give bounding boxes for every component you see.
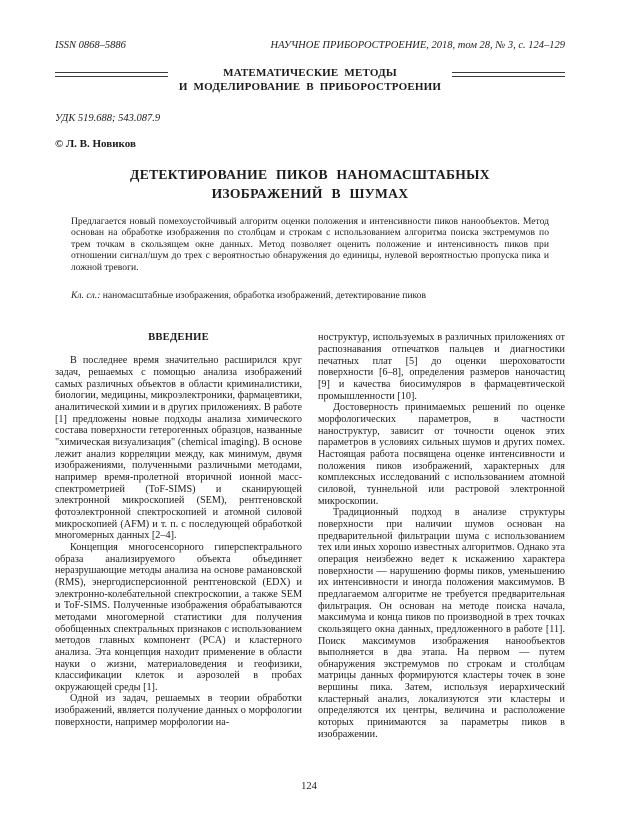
paragraph-continuation: ноструктур, используемых в различных приложениях от распознавания отпечатков пальцев и диагностики печатных плат [5] до оценки шероховатости поверхности [6–8], определения размеров наночастиц [9] и качества биосимуляров в фармацевтической промышленности [10]. — [318, 332, 565, 402]
author-line: © Л. В. Новиков — [55, 138, 136, 150]
introduction-heading: ВВЕДЕНИЕ — [148, 332, 209, 344]
keywords-line — [71, 290, 549, 301]
section-banner-title — [168, 67, 452, 94]
section-banner-line1: МАТЕМАТИЧЕСКИЕ МЕТОДЫ — [223, 67, 397, 79]
paragraph: Одной из задач, решаемых в теории обработки изображений, является получение данных о морфологии поверхности, например морфологии на- — [55, 693, 302, 728]
left-column — [55, 332, 302, 740]
page-number: 124 — [301, 781, 317, 792]
udc-code: УДК 519.688; 543.087.9 — [55, 113, 161, 124]
section-banner — [55, 67, 565, 94]
keywords-label: Кл. сл.: — [71, 290, 101, 302]
issn-label: ISSN 0868–5886 — [55, 40, 126, 51]
journal-reference: НАУЧНОЕ ПРИБОРОСТРОЕНИЕ, 2018, том 28, № 3, с. 124–129 — [270, 40, 565, 51]
paragraph: Традиционный подход в анализе структуры поверхности при наличии шумов основан на предварительной фильтрации шума с использованием тех или иных хорошо известных алгоритмов. Однако эта операция неизбежно ведет к искажению характера поверхности — нарушению формы пиков, уменьшению их интенсивности и иногда положения максимумов. В предлагаемом алгоритме не требуется предварительная фильтрация. Он основан на методе поиска начала, максимума и конца пиков по производной в трех точках скользящего окна данных, предложенного в работе [11]. Поиск максимумов изображения нанообъектов выполняется в два этапа. На первом — путем обнаружения экстремумов по строкам и столбцам матрицы данных формируются кластеры точек в зоне вершины пика. Затем, используя иерархический кластерный анализ, локализуются эти кластеры и определяются их центры, величина и расположение которых принимаются за параметры пиков в изображении. — [318, 507, 565, 740]
right-column — [318, 332, 565, 740]
section-rule-right — [452, 72, 565, 77]
article-title — [55, 166, 565, 203]
section-rule-left — [55, 72, 168, 77]
paragraph: Концепция многосенсорного гиперспектрального образа анализируемого объекта объединяет неразрушающие методы анализа на основе рамановской (RMS), энергодисперсионной рентгеновской (EDX) и электронно-колебательной спектроскопии, а также SEM и ToF-SIMS. Полученные изображения обрабатываются методами многомерной статистики для получения обобщенных спектральных признаков с использованием методов главных компонент (PCA) и кластерного анализа. Эта концепция находит применение в области науки о жизни, материаловедения и геофизики, классификации клеток и аэрозолей в пробах окружающей среды [1]. — [55, 541, 302, 693]
section-banner-line2: И МОДЕЛИРОВАНИЕ В ПРИБОРОСТРОЕНИИ — [178, 80, 442, 93]
running-head — [55, 40, 565, 52]
keywords-text: наномасштабные изображения, обработка изображений, детектирование пиков — [100, 290, 426, 302]
abstract-text: Предлагается новый помехоустойчивый алгоритм оценки положения и интенсивности пиков нанообъектов. Метод основан на обработке изображения по столбцам и строкам с использованием алгоритма поиска экстремумов по трем точкам в скользящем окне данных. Метод позволяет оценить положение и интенсивность пиков при отношении сигнал/шум до трех с вероятностью обнаружения до единицы, нулевой вероятностью пропуска пика и ложной тревоги. — [71, 216, 549, 273]
paragraph: Достоверность принимаемых решений по оценке морфологических параметров, в частности наноструктур, зависит от точности оценок этих параметров в условиях сильных шумов и других помех. Настоящая работа посвящена оценке интенсивности и положения пиков изображений, характерных для комплексных исследований с использованием атомной силовой, туннельной или растровой электронной микроскопии. — [318, 402, 565, 507]
body-columns — [55, 332, 565, 740]
article-title-line2: ИЗОБРАЖЕНИЙ В ШУМАХ — [211, 185, 409, 201]
paragraph: В последнее время значительно расширился круг задач, решаемых с помощью анализа изображений самых различных объектов в области криминалистики, биологии, медицины, микроэлектроники, фармацевтики, аналитической химии и в других приложениях. В работе [1] предложены новые подходы анализа химического состава поверхности гетерогенных образцов, названные "химическая визуализация" (chemical imaging). В основе лежит анализ корреляции между, как минимум, двумя изображениями, полученными различными методами, например время-пролетной вторичной ионной масс-спектрометрией (ToF-SIMS) и сканирующей электронной микроскопией (SEM), рентгеновской фотоэлектронной спектроскопией и атомной силовой микроскопией (AFM) и т. п. с последующей обработкой многомерных данных [2–4]. — [55, 355, 302, 542]
article-title-line1: ДЕТЕКТИРОВАНИЕ ПИКОВ НАНОМАСШТАБНЫХ — [130, 167, 490, 182]
